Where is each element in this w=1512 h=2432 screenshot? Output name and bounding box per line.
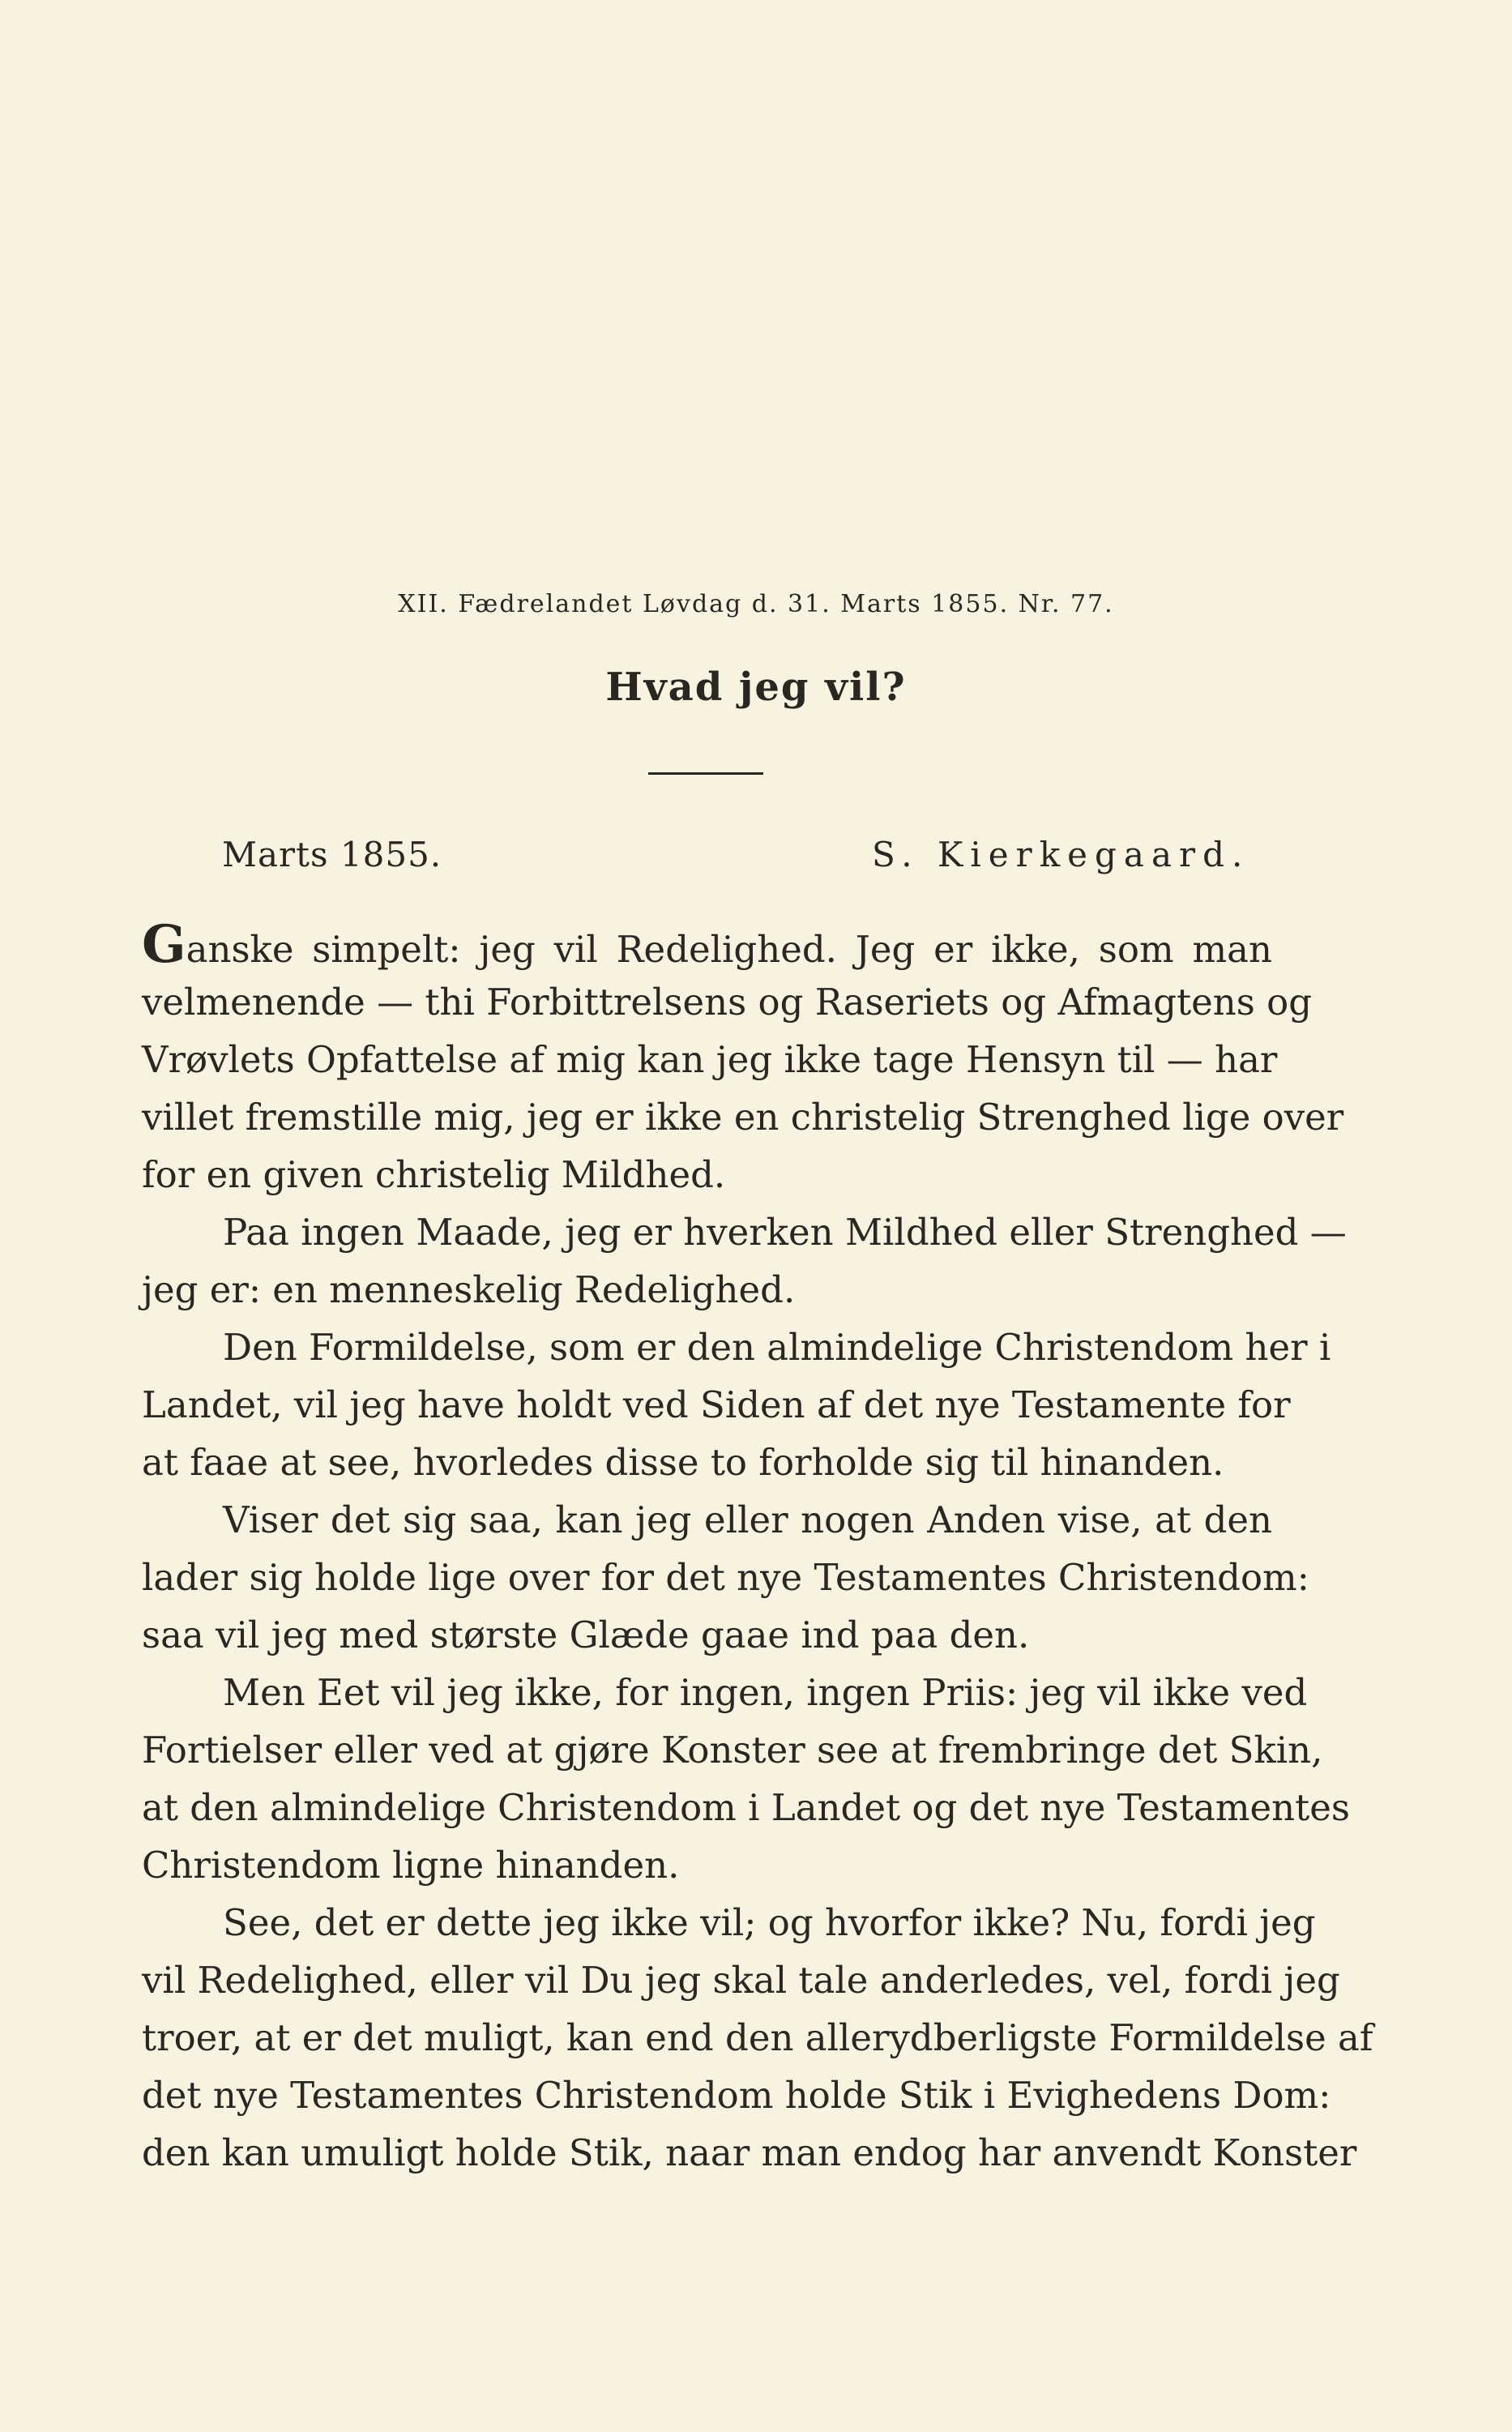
author-signature: S. Kierkegaard. xyxy=(872,835,1250,874)
text-line: det nye Testamentes Christendom holde Stik i Evighedens Dom: xyxy=(142,2074,1331,2117)
text-line: at faae at see, hvorledes disse to forholde sig til hinanden. xyxy=(142,1441,1224,1484)
text-line: Ganske simpelt: jeg vil Redelighed. Jeg er ikke, som man xyxy=(142,914,1272,975)
text-line: lader sig holde lige over for det nye Testamentes Christendom: xyxy=(142,1556,1309,1599)
text-line: den kan umuligt holde Stik, naar man endog har anvendt Konster xyxy=(142,2131,1357,2174)
article-title: Hvad jeg vil? xyxy=(605,665,907,710)
dateline: Marts 1855. xyxy=(222,835,442,874)
text-line: Landet, vil jeg have holdt ved Siden af det nye Testamente for xyxy=(142,1383,1291,1426)
text-line: saa vil jeg med største Glæde gaae ind paa den. xyxy=(142,1613,1030,1656)
text-line: Viser det sig saa, kan jeg eller nogen Anden vise, at den xyxy=(223,1498,1272,1541)
drop-cap-initial: G xyxy=(142,914,186,975)
text-line: troer, at er det muligt, kan end den allerydberligste Formildelse af xyxy=(142,2016,1373,2059)
article-body xyxy=(142,914,1373,2182)
text-line: Den Formildelse, som er den almindelige Christendom her i xyxy=(223,1326,1331,1369)
title-divider xyxy=(648,772,763,775)
text-line: velmenende — thi Forbittrelsens og Raseriets og Afmagtens og xyxy=(142,981,1313,1024)
text-line: Men Eet vil jeg ikke, for ingen, ingen Priis: jeg vil ikke ved xyxy=(223,1671,1308,1714)
text-line: See, det er dette jeg ikke vil; og hvorfor ikke? Nu, fordi jeg xyxy=(223,1901,1316,1944)
text-line: Fortielser eller ved at gjøre Konster see at frembringe det Skin, xyxy=(142,1729,1323,1772)
text-line: jeg er: en menneskelig Redelighed. xyxy=(142,1268,796,1311)
text-line: Vrøvlets Opfattelse af mig kan jeg ikke tage Hensyn til — har xyxy=(142,1038,1278,1081)
text-line: at den almindelige Christendom i Landet og det nye Testamentes xyxy=(142,1786,1350,1829)
running-header: XII. Fædrelandet Løvdag d. 31. Marts 1855. Nr. 77. xyxy=(398,590,1114,618)
text-line: Paa ingen Maade, jeg er hverken Mildhed eller Strenghed — xyxy=(223,1211,1347,1254)
text-line: villet fremstille mig, jeg er ikke en christelig Strenghed lige over xyxy=(142,1096,1344,1139)
text-line: for en given christelig Mildhed. xyxy=(142,1153,726,1196)
text-line: Christendom ligne hinanden. xyxy=(142,1844,680,1887)
text-line: vil Redelighed, eller vil Du jeg skal tale anderledes, vel, fordi jeg xyxy=(142,1959,1340,2002)
